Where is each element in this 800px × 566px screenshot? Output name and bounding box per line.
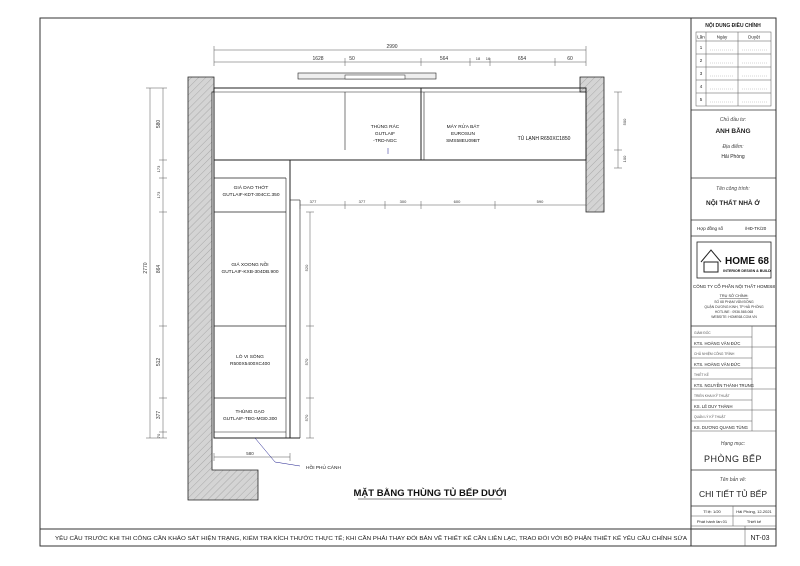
- version: Phát hành lần 01: [696, 519, 728, 524]
- dim-top-seg: 654: [517, 56, 527, 62]
- location: Hải Phòng: [721, 154, 745, 160]
- contract-no: /HĐ-TK/20: [745, 226, 767, 231]
- dim-inner-v: 570: [304, 358, 309, 366]
- inner-dims-v: [306, 212, 314, 438]
- title-block: [691, 18, 776, 546]
- dim-inner-v: 570: [304, 414, 309, 422]
- wall-left: [188, 77, 258, 500]
- dim-inner-h: 600: [453, 199, 461, 204]
- project-name: NỘI THẤT NHÀ Ở: [706, 200, 760, 207]
- dim-inner-h: 300: [399, 199, 407, 204]
- dim-right: 500: [622, 118, 627, 126]
- right-dims: [614, 92, 622, 168]
- dim-top-seg: 60: [567, 56, 573, 62]
- drawing-name-label: Tên bản vẽ:: [719, 477, 747, 483]
- contract-label: Hợp đồng số: [697, 226, 723, 231]
- rev-row-4: 4: [699, 84, 703, 89]
- label-dishwasher: [446, 123, 480, 144]
- label-micro-l2: R500X5400XC400: [229, 362, 271, 367]
- dim-left-seg: 377: [156, 410, 162, 420]
- dim-inner-h: 377: [309, 199, 317, 204]
- construction-notice: YÊU CẦU TRƯỚC KHI THI CÔNG CẦN KHẢO SÁT HIỆN TRẠNG, KIỂM TRA KÍCH THƯỚC THỰC TẾ; KHI CẦN PHẢI THAY ĐỔI BẢN VẼ THIẾT KẾ CẦN LIÊN LẠC, TRAO ĐỔI VỚI BỘ PHẬN THIẾT KẾ YÊU CẦU CHỈNH SỬA: [55, 536, 625, 542]
- label-pot-l1: GIÁ XOONG NỒI: [231, 263, 269, 268]
- dim-right: 100: [622, 155, 627, 163]
- label-cover: HỒI PHỦ CÁNH: [306, 466, 341, 471]
- wall-top-right: [580, 77, 604, 212]
- revision-title: NỘI DUNG ĐIỀU CHỈNH: [705, 23, 761, 29]
- dim-left-seg: 173: [156, 165, 161, 173]
- logo-sub: INTERIOR DESIGN & BUILD: [723, 269, 771, 273]
- issue-date: Hải Phòng, 12-2021: [736, 509, 772, 514]
- scale: Tỉ lệ: 1/20: [703, 509, 721, 514]
- item-label: Hạng mục:: [720, 441, 746, 447]
- label-pot-l2: GUTLAIF-KXB-304DB.900: [221, 270, 279, 275]
- label-dish-l1: MÁY RỬA BÁT: [446, 125, 480, 130]
- dim-top-seg: 50: [349, 56, 355, 62]
- item-name: PHÒNG BẾP: [703, 454, 763, 464]
- role-label: CHỦ NHIỆM CÔNG TRÌNH: [694, 352, 735, 356]
- house-logo-icon: [701, 250, 721, 272]
- plan-drawing: [143, 44, 627, 500]
- top-dims: [214, 46, 586, 66]
- dim-left-seg: 512: [156, 357, 162, 367]
- stage: Thiết kế: [746, 519, 762, 524]
- left-counter: [214, 160, 290, 438]
- label-knife: [222, 184, 279, 198]
- label-pot: [221, 261, 278, 275]
- rev-header-lan: Lần: [697, 34, 705, 40]
- address-2: QUẬN DƯƠNG KINH, TP HẢI PHÒNG: [704, 305, 764, 309]
- drawing-title: MẶT BẰNG THÙNG TỦ BẾP DƯỚI: [353, 488, 507, 499]
- role-name: KTS. HOÀNG VĂN ĐỨC: [694, 362, 741, 367]
- role-label: TRIỂN KHAI KỸ THUẬT: [694, 394, 730, 398]
- role-name: KTS. NGUYỄN THÀNH TRUNG: [694, 383, 754, 388]
- label-micro-l1: LÒ VI SÓNG: [236, 355, 264, 360]
- dim-left-overall: 2770: [143, 262, 149, 274]
- project-label: Tên công trình:: [716, 186, 750, 192]
- role-name: KS. DƯƠNG QUANG TÙNG: [694, 425, 748, 430]
- rev-row-3: 3: [699, 71, 703, 76]
- label-rice-l1: THÙNG GẠO: [235, 410, 265, 415]
- role-label: QUẢN LÝ KỸ THUẬT: [694, 415, 726, 419]
- rev-row-2: 2: [699, 58, 703, 63]
- left-dims: [146, 88, 167, 438]
- dim-left-seg: 580: [156, 119, 162, 129]
- dim-top-seg: 564: [439, 56, 449, 62]
- drawing-name: CHI TIẾT TỦ BẾP: [698, 489, 768, 499]
- label-dish-l3: SMS58EU09BT: [446, 139, 480, 144]
- hotline: HOTLINE : 0936.565.068: [714, 310, 754, 314]
- role-label: THIẾT KẾ: [694, 373, 709, 377]
- office-label: TRỤ SỞ CHÍNH:: [719, 294, 749, 298]
- label-trash-l2: GUTLAIF: [374, 132, 396, 137]
- dim-left-seg: 864: [156, 264, 162, 274]
- dim-left-seg: 70: [156, 433, 161, 439]
- tap-box: [345, 75, 405, 79]
- rev-header-duyet: Duyệt: [748, 34, 760, 40]
- logo-main: HOME 68: [725, 256, 769, 267]
- role-name: KTS. HOÀNG VĂN ĐỨC: [694, 341, 741, 346]
- dim-left-seg: 173: [156, 191, 161, 199]
- sheet-number: NT-03: [750, 535, 770, 542]
- dim-top-seg: 1628: [312, 56, 324, 62]
- label-rice-l2: GUTLAIF-TĐG-MGĐ.300: [222, 417, 278, 422]
- owner-name: ANH BẰNG: [715, 128, 751, 135]
- label-trash: [371, 123, 400, 144]
- role-label: GIÁM ĐỐC: [694, 331, 711, 335]
- dim-inner-h: 377: [358, 199, 366, 204]
- location-label: Địa điểm:: [722, 144, 744, 150]
- dim-top-seg: 16: [485, 56, 491, 61]
- label-microwave: [230, 353, 270, 367]
- owner-label: Chủ đầu tư:: [719, 117, 747, 123]
- dim-inner-h: 590: [536, 199, 544, 204]
- rev-row-5: 5: [699, 97, 703, 102]
- rev-row-1: 1: [699, 45, 703, 50]
- dim-top-overall: 2990: [386, 44, 398, 50]
- label-fridge: TỦ LẠNH R650XC1850: [517, 136, 571, 142]
- label-trash-l1: THÙNG RÁC: [370, 125, 400, 130]
- label-knife-l2: GUTLAIF-KDT-304CC.350: [222, 193, 280, 198]
- sheet-border: [40, 18, 776, 546]
- dim-top-seg: 18: [475, 56, 481, 61]
- company-name: CÔNG TY CỔ PHẦN NỘI THẤT HOME68: [693, 284, 775, 289]
- label-knife-l1: GIÁ DAO THỚT: [233, 186, 269, 191]
- dim-bottom: 580: [246, 451, 254, 456]
- label-trash-l3: -TRD-NGC: [373, 139, 397, 144]
- label-dish-l2: EUROSUN: [451, 132, 475, 137]
- address-1: SỐ 68 PHẠM VĂN ĐỒNG: [714, 300, 754, 304]
- top-counter: [214, 88, 586, 160]
- role-name: KS. LÊ DUY THÀNH: [694, 404, 733, 409]
- label-rice: [223, 408, 277, 422]
- dim-inner-v: 520: [304, 264, 309, 272]
- website: WEBSITE: HOME68.COM.VN: [711, 315, 757, 319]
- rev-header-ngay: Ngày: [716, 34, 728, 40]
